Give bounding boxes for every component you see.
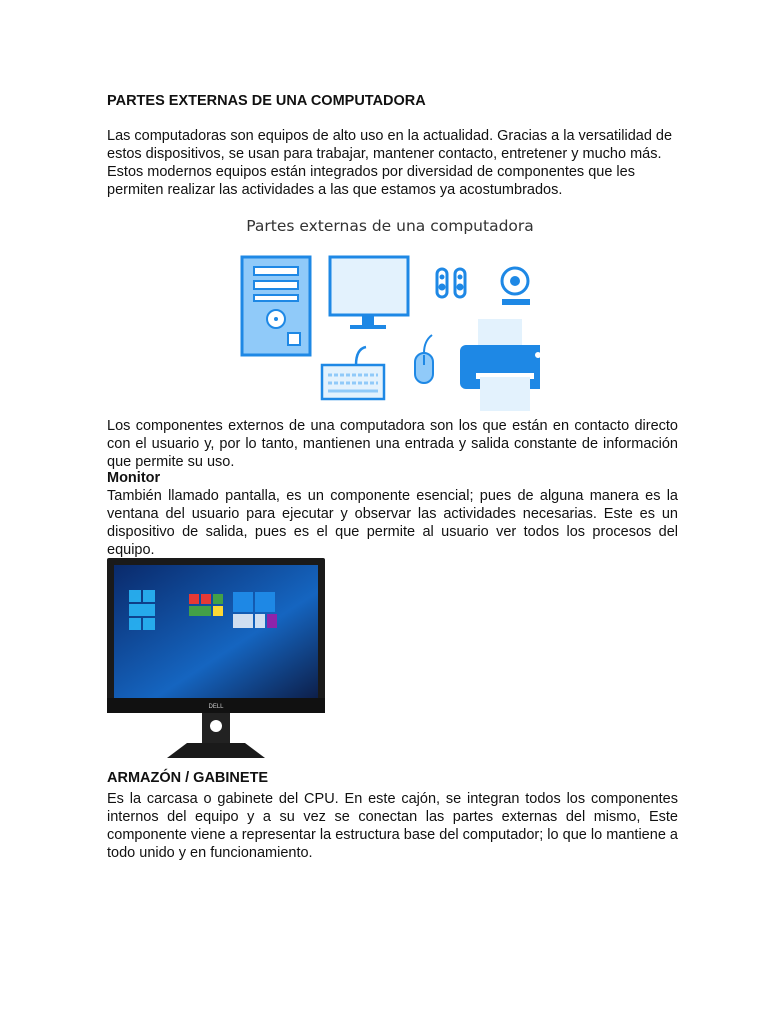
mouse-icon [415, 335, 433, 383]
cpu-tower-icon [242, 257, 310, 355]
webcam-icon [502, 268, 530, 305]
computer-parts-svg [240, 247, 540, 415]
components-paragraph: Los componentes externos de una computadora son los que están en contacto directo con el usuario y, por lo tanto, mantienen una entrada y salida constante de información que permite su uso. [107, 418, 678, 470]
gabinete-heading: ARMAZÓN / GABINETE [107, 770, 269, 786]
parts-illustration [240, 207, 540, 415]
speakers-icon [437, 269, 465, 297]
document-title: PARTES EXTERNAS DE UNA COMPUTADORA [107, 93, 426, 109]
printer-icon [460, 319, 540, 411]
monitor-heading: Monitor [107, 470, 161, 486]
intro-paragraph: Las computadoras son equipos de alto uso en la actualidad. Gracias a la versatilidad de estos dispositivos, se usan para trabajar, mantener contacto, entretener y mucho más. Estos modernos equipos están integrados por diversidad de componentes que les permiten realizar las actividades a las que estamos ya acostumbrados. [107, 128, 673, 198]
monitor-brand: DELL [208, 704, 224, 710]
monitor-paragraph: También llamado pantalla, es un componente esencial; pues de alguna manera es la ventana del usuario para ejecutar y observar las actividades necesarias. Este es un dispositivo de salida, pues es el que permite al usuario ver todos los procesos del equipo. [107, 488, 678, 558]
keyboard-icon [322, 347, 384, 399]
monitor-icon [330, 257, 408, 329]
gabinete-paragraph: Es la carcasa o gabinete del CPU. En este cajón, se integran todos los componentes internos del equipo y a su vez se conectan las partes externas del mismo, Este componente viene a representar la estructura base del computador; lo que lo mantiene a todo unido y en funcionamiento. [107, 791, 678, 861]
monitor-photo [107, 558, 325, 763]
illustration-title: Partes externas de una computadora [246, 217, 534, 235]
